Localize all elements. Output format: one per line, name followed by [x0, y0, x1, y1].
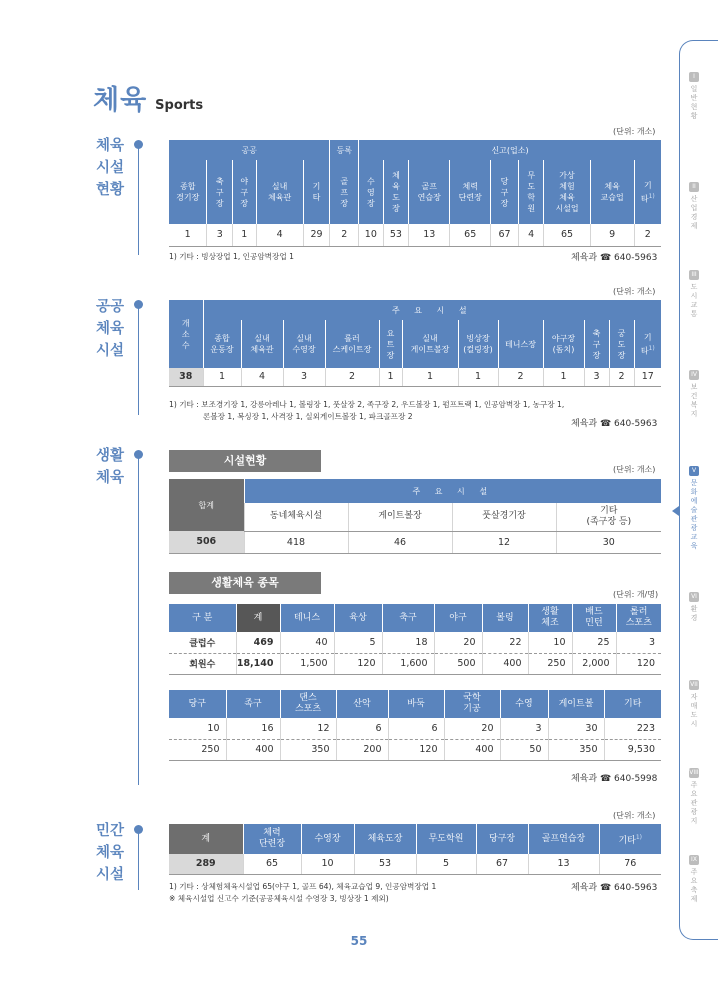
side-nav-chapter-5[interactable] [688, 466, 700, 551]
column-header: 구 분 [169, 604, 236, 632]
column-header: 계 [236, 604, 280, 632]
public-facilities-table [169, 300, 661, 387]
table-cell: 17 [634, 368, 661, 386]
table-cell: 2 [634, 224, 661, 246]
table-cell: 6 [336, 718, 388, 739]
chapter-number: VIII [689, 769, 699, 776]
table-cell: 25 [572, 632, 616, 653]
side-nav-chapter-4[interactable] [688, 370, 700, 419]
contact-t5: 체육과 ☎ 640-5963 [571, 883, 658, 893]
side-nav-chapter-1[interactable] [688, 72, 700, 121]
column-header: 기타 (족구장 등) [556, 503, 661, 531]
table-cell: 1 [169, 224, 207, 246]
side-nav-chapter-3[interactable] [688, 270, 700, 319]
column-header: 국학 기공 [444, 690, 500, 718]
chapter-label: 산 업 경 제 [690, 195, 698, 230]
unit-label-t4: (단위: 개/명) [613, 590, 659, 599]
column-header: 축 구 장 [584, 320, 609, 368]
table-cell: 1 [203, 368, 241, 386]
table-cell: 1 [379, 368, 402, 386]
table-row [169, 632, 661, 653]
column-header: 테니스 [280, 604, 334, 632]
table-cell: 46 [348, 531, 452, 553]
column-header: 기타 [604, 690, 661, 718]
table-cell: 500 [434, 653, 482, 674]
table-cell: 20 [434, 632, 482, 653]
table-cell: 469 [236, 632, 280, 653]
life-sports-facility-table [169, 479, 661, 554]
group-reported: 신고(업소) [359, 140, 661, 160]
footnote-marker: 1) [635, 833, 643, 841]
chapter-number: IX [689, 855, 699, 865]
table-cell: 10 [169, 718, 226, 739]
table-cell: 400 [226, 739, 280, 760]
table-cell: 65 [450, 224, 491, 246]
column-header: 실내 수영장 [283, 320, 325, 368]
table-cell: 350 [280, 739, 336, 760]
column-header: 기타$^{1)}$ [599, 824, 661, 854]
table-cell: 200 [336, 739, 388, 760]
chapter-number: VII [690, 681, 698, 688]
table-cell: 418 [244, 531, 348, 553]
chapter-number: VI [689, 592, 699, 602]
chapter-number: I [689, 72, 699, 82]
table-cell: 16 [226, 718, 280, 739]
column-header: 실내 게이트볼장 [402, 320, 458, 368]
note-t1: 1) 기타 : 빙상장업 1, 인공암벽장업 1 [169, 252, 294, 261]
page-number: 55 [350, 934, 368, 948]
chapter-number: V [689, 466, 699, 476]
chapter-number: II [689, 182, 699, 192]
column-header: 족구 [226, 690, 280, 718]
table-cell: 2,000 [572, 653, 616, 674]
section-label-life-sports: 생활 체육 [96, 448, 125, 486]
timeline-line-2 [138, 305, 139, 415]
table-cell: 65 [243, 854, 301, 874]
active-chapter-arrow-icon [672, 506, 679, 516]
chapter-label: 보 건 복 지 [690, 383, 698, 418]
table-cell: 53 [383, 224, 409, 246]
table-cell: 12 [452, 531, 556, 553]
count-header: 개 소 수 [169, 300, 203, 368]
table-cell: 30 [556, 531, 661, 553]
table-cell: 12 [280, 718, 336, 739]
contact-t4: 체육과 ☎ 640-5998 [571, 774, 658, 784]
chapter-label: 주 요 축 제 [690, 868, 698, 903]
facilities-status-table [169, 140, 661, 247]
column-header: 테니스장 [498, 320, 543, 368]
section-label-private-facilities: 민간 체육 시설 [96, 823, 125, 883]
note-t2: 1) 기타 : 보조경기장 1, 강릉아레나 1, 볼링장 1, 풋살장 2, 족구장 2, 우드볼장 1, 펌프트랙 1, 인공암벽장 1, 농구장 1, 론볼장 1, 복싱장 1, 사격장 1, 실외게이트볼장 1, 파크골프장 2 [169, 400, 565, 421]
column-header: 당구 [169, 690, 226, 718]
unit-label-t5: (단위: 개소) [613, 811, 656, 820]
chapter-label: 자 매 도 시 [690, 693, 698, 728]
column-header: 축구 [382, 604, 434, 632]
table-cell: 9,530 [604, 739, 661, 760]
private-facilities-table [169, 824, 661, 875]
table-cell: 18,140 [236, 653, 280, 674]
column-header: 육상 [334, 604, 382, 632]
life-sports-types-table-1 [169, 604, 661, 675]
table-cell: 250 [169, 739, 226, 760]
table-cell: 5 [416, 854, 476, 874]
table-cell: 22 [482, 632, 528, 653]
side-nav-chapter-8[interactable] [688, 768, 700, 826]
table-cell: 289 [169, 854, 243, 874]
table-cell: 2 [330, 224, 359, 246]
total-header: 합계 [169, 479, 244, 531]
table-cell: 3 [207, 224, 233, 246]
table-row [169, 653, 661, 674]
table-cell: 클럽수 [169, 632, 236, 653]
chapter-label: 문 화 예 술 관 광 교 육 [690, 479, 698, 550]
chapter-label: 일 반 현 황 [690, 85, 698, 120]
column-header: 수 영 장 [359, 160, 384, 224]
chapter-number: IV [689, 370, 699, 380]
table-cell: 10 [359, 224, 384, 246]
table-cell: 4 [256, 224, 303, 246]
table-cell: 120 [616, 653, 661, 674]
table-cell: 53 [354, 854, 416, 874]
chapter-number: III [689, 270, 699, 280]
column-header: 동네체육시설 [244, 503, 348, 531]
column-header: 야구 [434, 604, 482, 632]
table-cell: 400 [444, 739, 500, 760]
note-t5: 1) 기타 : 상체험체육시설업 65(야구 1, 골프 64), 체육교습업 9, 인공암벽장업 1 ※ 체육시설업 신고수 기준(공공체육시설 수영장 3, 빙상장 1 제외) [169, 882, 437, 903]
column-header: 체육도장 [354, 824, 416, 854]
table-cell: 1,600 [382, 653, 434, 674]
column-header: 야구장 (돔치) [543, 320, 584, 368]
column-header: 산악 [336, 690, 388, 718]
column-header: 수영 [500, 690, 548, 718]
column-header: 골프 연습장 [409, 160, 450, 224]
column-header: 종합 경기장 [169, 160, 207, 224]
column-header: 배드 민턴 [572, 604, 616, 632]
timeline-line-3 [138, 455, 139, 785]
table-cell: 350 [548, 739, 604, 760]
footnote-marker: 1) [648, 344, 655, 352]
table-cell: 223 [604, 718, 661, 739]
unit-label-t3: (단위: 개소) [613, 465, 656, 474]
table-cell: 3 [584, 368, 609, 386]
table-cell: 30 [548, 718, 604, 739]
table-cell: 10 [301, 854, 354, 874]
timeline-line-4 [138, 830, 139, 890]
table-cell: 1 [458, 368, 498, 386]
chapter-label: 도 시 교 통 [690, 283, 698, 318]
column-header: 축 구 장 [207, 160, 233, 224]
column-header: 바둑 [388, 690, 444, 718]
column-header: 댄스 스포츠 [280, 690, 336, 718]
table-cell: 13 [528, 854, 599, 874]
column-header: 당 구 장 [491, 160, 519, 224]
column-header: 요 트 장 [379, 320, 402, 368]
group-public: 공공 [169, 140, 330, 160]
page-title [93, 78, 203, 117]
table-cell: 250 [528, 653, 572, 674]
footnote-marker: 1) [648, 192, 655, 200]
table-cell: 50 [500, 739, 548, 760]
chapter-label: 환 경 [690, 605, 698, 622]
main-facilities-header-t3: 주 요 시 설 [244, 479, 661, 503]
unit-label-t2: (단위: 개소) [613, 287, 656, 296]
column-header: 게이트볼 [548, 690, 604, 718]
table-cell: 10 [528, 632, 572, 653]
table-cell: 3 [283, 368, 325, 386]
column-header: 실내 체육관 [241, 320, 283, 368]
side-nav-chapter-6[interactable] [688, 592, 700, 623]
tab-facility-status: 시설현황 [169, 450, 321, 472]
table-cell: 9 [590, 224, 634, 246]
column-header: 무 도 학 원 [518, 160, 544, 224]
table-row [169, 718, 661, 739]
column-header: 풋살경기장 [452, 503, 556, 531]
table-cell: 29 [303, 224, 330, 246]
column-header: 기 타$^{1)}$ [634, 320, 661, 368]
table-cell: 5 [334, 632, 382, 653]
table-cell: 4 [241, 368, 283, 386]
column-header: 골 프 장 [330, 160, 359, 224]
table-cell: 3 [616, 632, 661, 653]
table-cell: 67 [476, 854, 528, 874]
column-header: 골프연습장 [528, 824, 599, 854]
column-header: 기 타$^{1)}$ [634, 160, 661, 224]
column-header: 가상 체험 체육 시설업 [544, 160, 590, 224]
column-header: 체육 교습업 [590, 160, 634, 224]
table-cell: 120 [334, 653, 382, 674]
contact-t1: 체육과 ☎ 640-5963 [571, 253, 658, 263]
table-row [169, 739, 661, 760]
group-registered: 등록 [330, 140, 359, 160]
column-header: 체력 단련장 [450, 160, 491, 224]
chapter-label: 주 요 관 광 지 [690, 781, 698, 825]
side-nav-chapter-7[interactable] [688, 680, 700, 729]
column-header: 생활 체조 [528, 604, 572, 632]
table-cell: 4 [518, 224, 544, 246]
main-facilities-header: 주 요 시 설 [203, 300, 661, 320]
table-cell: 2 [609, 368, 634, 386]
column-header: 종합 운동장 [203, 320, 241, 368]
table-cell: 20 [444, 718, 500, 739]
column-header: 실내 체육관 [256, 160, 303, 224]
column-header: 기 타 [303, 160, 330, 224]
unit-label-t1: (단위: 개소) [613, 127, 656, 136]
side-nav-chapter-9[interactable] [688, 855, 700, 904]
table-cell: 1 [233, 224, 257, 246]
column-header: 수영장 [301, 824, 354, 854]
table-cell: 1 [543, 368, 584, 386]
side-nav-chapter-2[interactable] [688, 182, 700, 231]
column-header: 체력 단련장 [243, 824, 301, 854]
contact-t2: 체육과 ☎ 640-5963 [571, 419, 658, 429]
table-cell: 506 [169, 531, 244, 553]
table-cell: 1,500 [280, 653, 334, 674]
table-cell: 6 [388, 718, 444, 739]
table-cell: 400 [482, 653, 528, 674]
table-cell: 회원수 [169, 653, 236, 674]
life-sports-types-table-2 [169, 690, 661, 761]
table-cell: 120 [388, 739, 444, 760]
column-header: 롤러 스케이트장 [325, 320, 379, 368]
column-header: 빙상장 (컬링장) [458, 320, 498, 368]
column-header: 볼링 [482, 604, 528, 632]
section-label-facilities-status: 체육 시설 현황 [96, 138, 125, 198]
section-label-public-facilities: 공공 체육 시설 [96, 299, 125, 359]
column-header: 야 구 장 [233, 160, 257, 224]
column-header: 체 육 도 장 [383, 160, 409, 224]
table-cell: 67 [491, 224, 519, 246]
column-header: 무도학원 [416, 824, 476, 854]
table-cell: 2 [325, 368, 379, 386]
column-header: 게이트볼장 [348, 503, 452, 531]
table-cell: 76 [599, 854, 661, 874]
table-cell: 3 [500, 718, 548, 739]
title-english: Sports [155, 98, 204, 113]
table-cell: 38 [169, 368, 203, 386]
column-header: 궁 도 장 [609, 320, 634, 368]
table-cell: 65 [544, 224, 590, 246]
table-cell: 18 [382, 632, 434, 653]
title-korean: 체육 [93, 85, 148, 116]
table-cell: 2 [498, 368, 543, 386]
column-header: 계 [169, 824, 243, 854]
table-cell: 1 [402, 368, 458, 386]
table-cell: 13 [409, 224, 450, 246]
column-header: 롤러 스포츠 [616, 604, 661, 632]
table-cell: 40 [280, 632, 334, 653]
timeline-line-1 [138, 145, 139, 255]
column-header: 당구장 [476, 824, 528, 854]
tab-life-sports-types: 생활체육 종목 [169, 572, 321, 594]
